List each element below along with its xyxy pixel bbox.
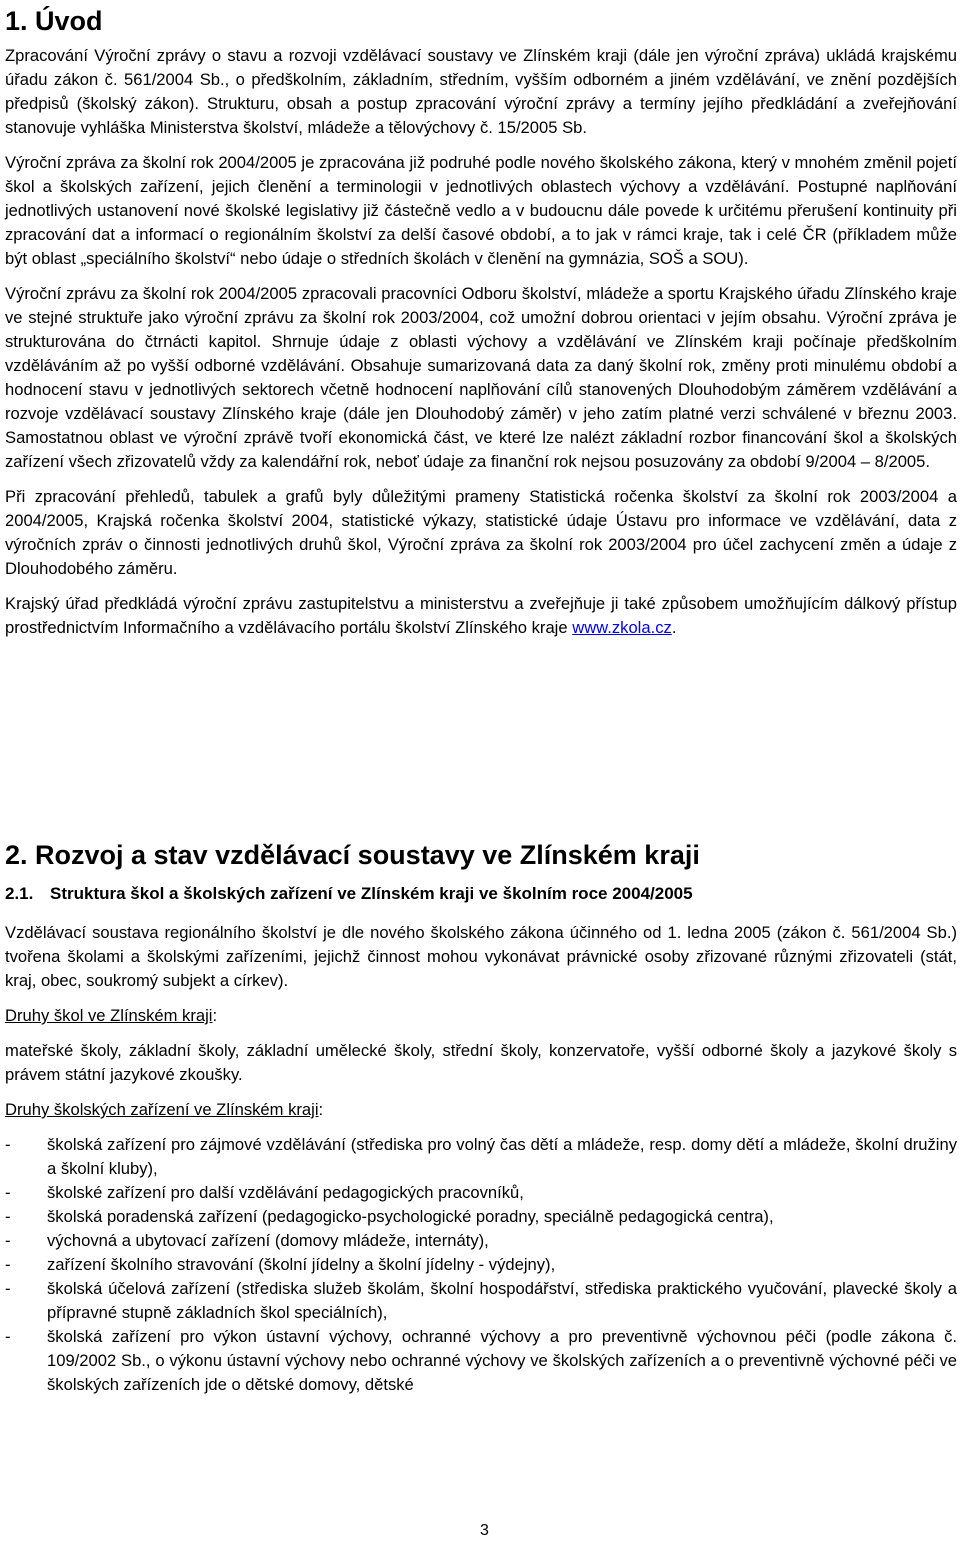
schools-list-text: mateřské školy, základní školy, základní umělecké školy, střední školy, konzervatoře, vyšší odborné školy a jazykové školy s právem státní jazykové zkoušky. [5,1041,957,1084]
schools-heading-colon: : [212,1006,218,1025]
list-item [5,1181,957,1205]
list-item-text: školské zařízení pro další vzdělávání pedagogických pracovníků, [47,1183,524,1202]
schools-heading: Druhy škol ve Zlínském kraji [5,1006,213,1025]
intro-paragraph-2: Výroční zpráva za školní rok 2004/2005 je zpracována již podruhé podle nového školského zákona, který v mnohém změnil pojetí škol a školských zařízení, jejich členění a terminologii v jednotlivých oblastech výchovy a vzdělávání. Postupné naplňování jednotlivých ustanovení nové školské legislativy již částečně vedlo a v budoucnu dále povede k určitému přerušení kontinuity při zpracování dat a informací o regionálním školství za delší časové období, a to jak v rámci kraje, tak i celé ČR (příkladem může být oblast „speciálního školství“ nebo údaje o středních školách v členění na gymnázia, SOŠ a SOU). [5,153,957,268]
list-item-text: školská zařízení pro zájmové vzdělávání (střediska pro volný čas dětí a mládeže, resp. domy dětí a mládeže, školní družiny a školní kluby), [47,1135,957,1178]
list-item [5,1229,957,1253]
intro-paragraph-5-end: . [671,618,677,637]
section-2-title: 2. Rozvoj a stav vzdělávací soustavy ve Zlínském kraji [5,840,700,870]
subsection-2-1-title [5,882,693,906]
list-item-text: školská účelová zařízení (střediska služeb školám, školní hospodářství, střediska praktického vyučování, plavecké školy a přípravné stupně základních škol speciálních), [47,1279,957,1322]
facilities-heading-line [5,1098,957,1122]
list-dash: - [5,1207,11,1226]
intro-paragraph-4: Při zpracování přehledů, tabulek a grafů byly důležitými prameny Statistická ročenka školství za školní rok 2003/2004 a 2004/2005, Krajská ročenka školství 2004, statistické výkazy, statistické údaje Ústavu pro informace ve vzdělávání, data z výročních zpráv o činnosti jednotlivých druhů škol, Výroční zpráva za školní rok 2003/2004 pro účel zachycení změn a údaje z Dlouhodobého záměru. [5,487,957,578]
list-item-text: zařízení školního stravování (školní jídelny a školní jídelny - výdejny), [47,1255,556,1274]
list-dash: - [5,1183,11,1202]
list-item [5,1133,957,1181]
subsection-title-text: Struktura škol a školských zařízení ve Zlínském kraji ve školním roce 2004/2005 [50,884,693,903]
intro-paragraph-1: Zpracování Výroční zprávy o stavu a rozvoji vzdělávací soustavy ve Zlínském kraji (dále jen výroční zpráva) ukládá krajskému úřadu zákon č. 561/2004 Sb., o předškolním, základním, středním, vyšším odborném a jiném vzdělávání, ve znění pozdějších předpisů (školský zákon). Strukturu, obsah a postup zpracování výroční zprávy a termíny jejího předkládání a zveřejňování stanovuje vyhláška Ministerstva školství, mládeže a tělovýchovy č. 15/2005 Sb. [5,46,957,137]
list-item-text: školská poradenská zařízení (pedagogicko-psychologické poradny, speciálně pedagogická centra), [47,1207,774,1226]
facilities-list [5,1133,957,1397]
list-item-text: výchovná a ubytovací zařízení (domovy mládeže, internáty), [47,1231,489,1250]
list-item [5,1253,957,1277]
page-number: 3 [480,1522,489,1539]
list-item [5,1277,957,1325]
list-dash: - [5,1135,11,1154]
list-item [5,1325,957,1397]
intro-paragraph-5 [5,592,957,640]
list-dash: - [5,1255,11,1274]
list-item-text: školská zařízení pro výkon ústavní výchovy, ochranné výchovy a pro preventivně výchovnou péči (podle zákona č. 109/2002 Sb., o výkonu ústavní výchovy nebo ochranné výchovy ve školských zařízeních a o preventivně výchovné péči ve školských zařízeních jde o dětské domovy, dětské [47,1327,957,1394]
list-dash: - [5,1279,11,1298]
section-1-title: 1. Úvod [5,6,103,36]
portal-link[interactable]: www.zkola.cz [572,618,672,637]
list-dash: - [5,1231,11,1250]
list-dash: - [5,1327,11,1346]
intro-paragraph-3: Výroční zprávu za školní rok 2004/2005 zpracovali pracovníci Odboru školství, mládeže a sportu Krajského úřadu Zlínského kraje ve stejné struktuře jako výroční zprávu za školní rok 2003/2004, což umožní dobrou orientaci v jejím obsahu. Výroční zpráva je strukturována do čtrnácti kapitol. Shrnuje údaje z oblasti výchovy a vzdělávání ve Zlínském kraji počínaje předškolním vzděláváním až po vyšší odborné vzdělávání. Obsahuje sumarizovaná data za daný školní rok, změny proti minulému období a hodnocení stavu v jednotlivých sektorech včetně hodnocení naplňování cílů stanovených Dlouhodobým záměrem vzdělávání a rozvoje vzdělávací soustavy Zlínského kraje (dále jen Dlouhodobý záměr) v jeho zatím platné verzi schválené v březnu 2003. Samostatnou oblast ve výroční zprávě tvoří ekonomická část, ve které lze nalézt základní rozbor financování škol a školských zařízení všech zřizovatelů vždy za kalendářní rok, neboť údaje za finanční rok nejsou posuzovány za období 9/2004 – 8/2005. [5,284,957,471]
facilities-heading: Druhy školských zařízení ve Zlínském kraji [5,1100,319,1119]
section-2-body [5,921,957,1397]
section-1-body [5,44,957,640]
facilities-heading-colon: : [318,1100,324,1119]
schools-heading-line [5,1004,957,1028]
list-item [5,1205,957,1229]
section-2-intro: Vzdělávací soustava regionálního školství je dle nového školského zákona účinného od 1. ledna 2005 (zákon č. 561/2004 Sb.) tvořena školami a školskými zařízeními, jejichž činnost mohou vykonávat právnické osoby zřizované různými zřizovateli (stát, kraj, obec, soukromý subjekt a církev). [5,923,957,990]
intro-paragraph-5-text: Krajský úřad předkládá výroční zprávu zastupitelstvu a ministerstvu a zveřejňuje ji také způsobem umožňujícím dálkový přístup prostřednictvím Informačního a vzdělávacího portálu školství Zlínského kraje [5,594,957,637]
subsection-number: 2.1. [5,884,34,903]
